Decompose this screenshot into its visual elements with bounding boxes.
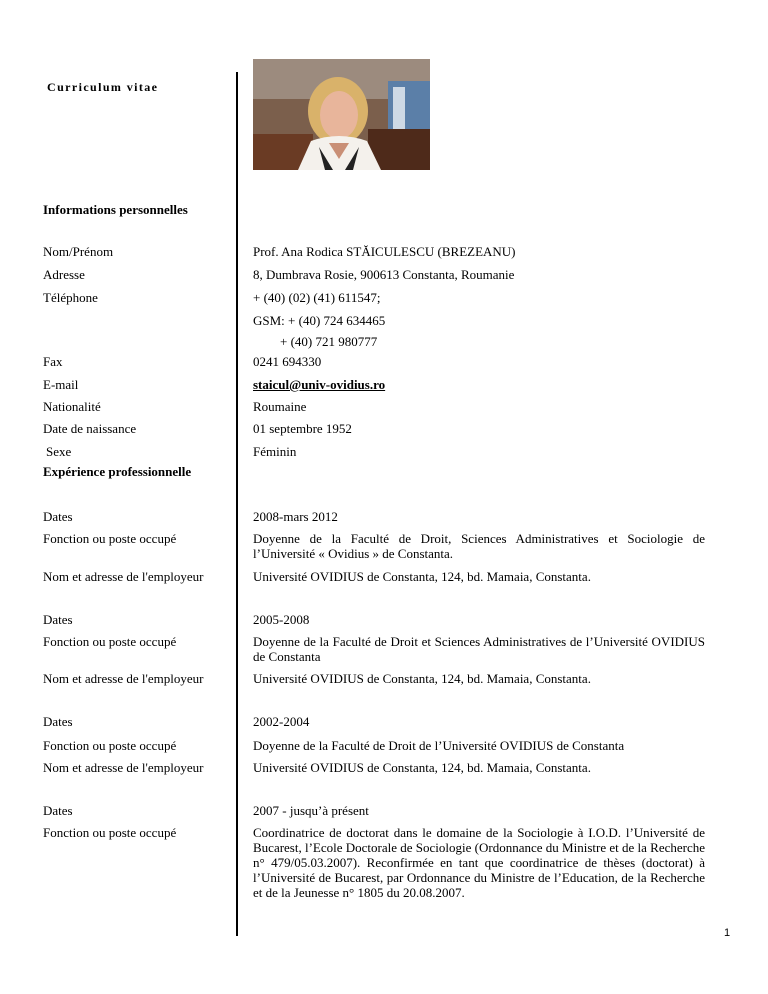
dates-value: 2002-2004 bbox=[253, 714, 310, 729]
function-value: Doyenne de la Faculté de Droit de l’Université OVIDIUS de Constanta bbox=[253, 738, 625, 753]
fax-label: Fax bbox=[43, 354, 63, 369]
email-label: E-mail bbox=[43, 377, 79, 392]
section-heading-personal: Informations personnelles bbox=[43, 202, 188, 217]
phone-label: Téléphone bbox=[43, 290, 98, 305]
dates-label: Dates bbox=[43, 509, 73, 524]
dates-label: Dates bbox=[43, 714, 73, 729]
dates-value: 2005-2008 bbox=[253, 612, 310, 627]
function-value: Coordinatrice de doctorat dans le domaine de la Sociologie à I.O.D. l’Université de Bucarest, l’Ecole Doctorale de Sociologie (Ordonnance du Ministre et de la Recherche n° 479/05.03.2007). Reconfirmée en tant que coordinatrice de thèses (doctorat) à l’Université de Bucarest, par Ordonnance du Ministre de l’Education, de la Recherche et de la Jeunesse n° 1805 du 20.08.2007. bbox=[253, 825, 705, 900]
email-link[interactable]: staicul@univ-ovidius.ro bbox=[253, 377, 386, 392]
name-label: Nom/Prénom bbox=[43, 244, 114, 259]
employer-label: Nom et adresse de l'employeur bbox=[43, 760, 204, 775]
address-value: 8, Dumbrava Rosie, 900613 Constanta, Roumanie bbox=[253, 267, 515, 282]
phone-value: + (40) (02) (41) 611547; bbox=[253, 290, 381, 305]
vertical-divider bbox=[236, 72, 238, 936]
function-label: Fonction ou poste occupé bbox=[43, 531, 177, 546]
gsm-value-1: GSM: + (40) 724 634465 bbox=[253, 313, 386, 328]
name-value: Prof. Ana Rodica STĂICULESCU (BREZEANU) bbox=[253, 244, 516, 259]
page-title: Curriculum vitae bbox=[47, 80, 159, 94]
employer-label: Nom et adresse de l'employeur bbox=[43, 569, 204, 584]
dates-label: Dates bbox=[43, 612, 73, 627]
function-label: Fonction ou poste occupé bbox=[43, 634, 177, 649]
nationality-value: Roumaine bbox=[253, 399, 307, 414]
sex-label: Sexe bbox=[46, 444, 72, 459]
function-label: Fonction ou poste occupé bbox=[43, 825, 177, 840]
employer-value: Université OVIDIUS de Constanta, 124, bd. Mamaia, Constanta. bbox=[253, 569, 591, 584]
gsm-value-2: + (40) 721 980777 bbox=[280, 334, 378, 349]
sex-value: Féminin bbox=[253, 444, 297, 459]
function-label: Fonction ou poste occupé bbox=[43, 738, 177, 753]
employer-label: Nom et adresse de l'employeur bbox=[43, 671, 204, 686]
employer-value: Université OVIDIUS de Constanta, 124, bd. Mamaia, Constanta. bbox=[253, 671, 591, 686]
profile-photo bbox=[253, 59, 430, 170]
function-value: Doyenne de la Faculté de Droit, Sciences Administratives et Sociologie de l’Université « Ovidius » de Constanta. bbox=[253, 531, 705, 561]
birthdate-value: 01 septembre 1952 bbox=[253, 421, 352, 436]
function-value: Doyenne de la Faculté de Droit et Sciences Administratives de l’Université OVIDIUS de Constanta bbox=[253, 634, 705, 664]
nationality-label: Nationalité bbox=[43, 399, 101, 414]
dates-value: 2007 - jusqu’à présent bbox=[253, 803, 369, 818]
dates-value: 2008-mars 2012 bbox=[253, 509, 338, 524]
section-heading-experience: Expérience professionnelle bbox=[43, 464, 192, 479]
address-label: Adresse bbox=[43, 267, 85, 282]
page-number: 1 bbox=[724, 927, 731, 939]
fax-value: 0241 694330 bbox=[253, 354, 322, 369]
employer-value: Université OVIDIUS de Constanta, 124, bd. Mamaia, Constanta. bbox=[253, 760, 591, 775]
dates-label: Dates bbox=[43, 803, 73, 818]
birthdate-label: Date de naissance bbox=[43, 421, 137, 436]
